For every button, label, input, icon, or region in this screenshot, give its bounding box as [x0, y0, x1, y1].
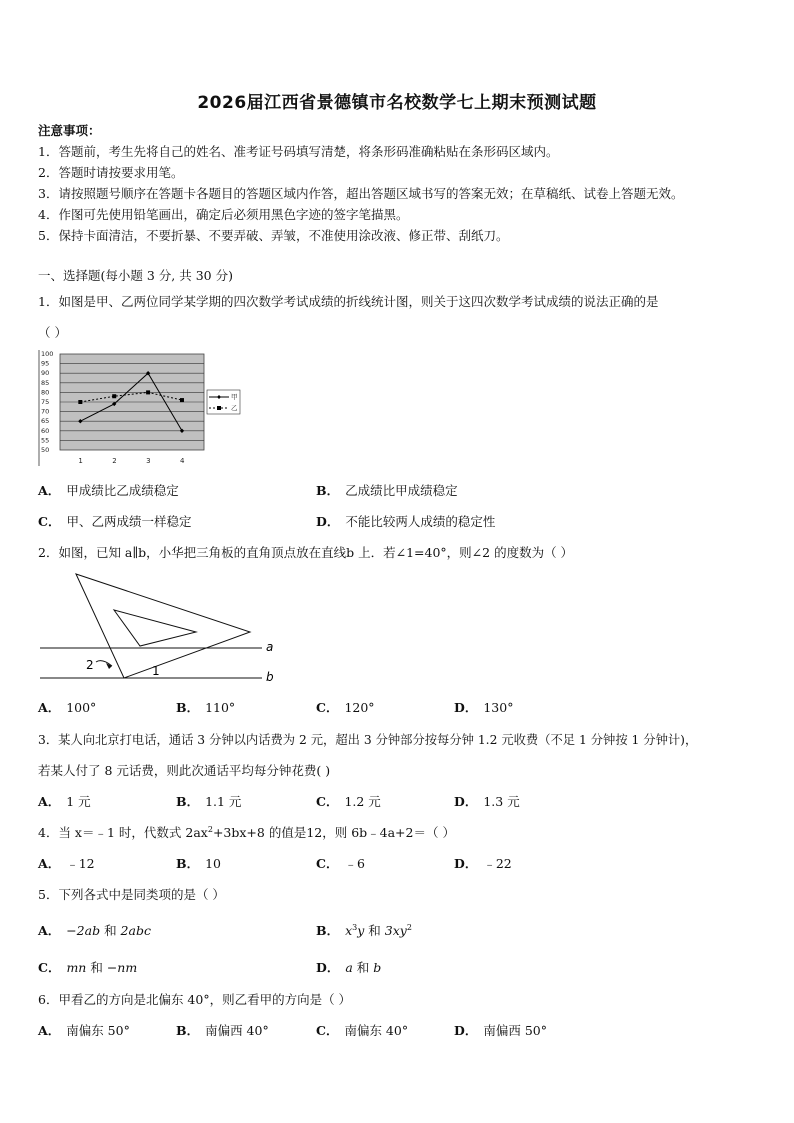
q2-option-b[interactable] [176, 698, 235, 716]
option-text: 100° [66, 700, 97, 715]
expr-2-exponent: 2 [406, 922, 412, 932]
q6-option-d[interactable] [454, 1021, 547, 1039]
q4-stem-part-2: +3bx+8 的值是12，则 6b﹣4a+2＝（ ） [212, 825, 455, 840]
q4-stem [38, 823, 455, 841]
q4-option-a[interactable] [38, 854, 95, 872]
legend-yi-marker [217, 406, 221, 410]
y-tick-label: 75 [41, 398, 50, 406]
q3-stem-line-1: 3．某人向北京打电话，通话 3 分钟以内话费为 2 元，超出 3 分钟部分按每分钟 1.2 元收费（不足 1 分钟按 1 分钟计)， [38, 733, 698, 747]
y-tick-label: 95 [41, 359, 50, 368]
option-label: D． [454, 794, 478, 809]
q6-option-a[interactable] [38, 1021, 130, 1039]
q4-stem-part-1: 4．当 x＝﹣1 时，代数式 2ax [38, 825, 208, 840]
option-label: B． [176, 794, 200, 809]
y-tick-label: 80 [41, 388, 50, 397]
expr-1-exponent: 3 [352, 922, 358, 932]
option-label: B． [176, 1023, 200, 1038]
expr-2-base: 3xy [384, 923, 407, 938]
y-tick-label: 65 [41, 417, 50, 426]
option-text: 甲成绩比乙成绩稳定 [66, 483, 179, 498]
option-label: B． [316, 483, 340, 498]
option-label: A． [38, 1023, 61, 1038]
q3-option-b[interactable] [176, 792, 241, 810]
q6-stem: 6．甲看乙的方向是北偏东 40°，则乙看甲的方向是（ ） [38, 992, 352, 1007]
option-text: ﹣6 [344, 856, 365, 871]
q2-stem: 2．如图，已知 a∥b，小华把三角板的直角顶点放在直线b 上．若∠1=40°，则∠2 的度数为（ ） [38, 545, 574, 560]
q5-stem: 5．下列各式中是同类项的是（ ） [38, 887, 225, 902]
option-label: A． [38, 700, 61, 715]
notice-item-2: 2．答题时请按要求用笔。 [38, 165, 184, 180]
notice-item-4: 4．作图可先使用铅笔画出，确定后必须用黑色字迹的签字笔描黑。 [38, 207, 409, 222]
option-label: D． [454, 700, 478, 715]
option-text: 1.2 元 [344, 794, 381, 809]
y-tick-label: 70 [41, 407, 50, 416]
notice-item-3: 3．请按照题号顺序在答题卡各题目的答题区域内作答，超出答题区域书写的答案无效；在草稿纸、试卷上答题无效。 [38, 186, 684, 201]
q5-option-a[interactable] [38, 921, 151, 939]
angle-1-label: 1 [152, 664, 160, 678]
q2-option-d[interactable] [454, 698, 513, 716]
expr-1: −2ab [66, 923, 101, 938]
expr-connector: 和 [352, 960, 374, 975]
option-label: B． [176, 700, 200, 715]
line-b-label: b [266, 670, 274, 684]
notice-heading: 注意事项： [38, 123, 101, 138]
y-tick-label: 60 [41, 426, 50, 435]
option-text: 1.3 元 [483, 794, 520, 809]
option-label: C． [316, 1023, 339, 1038]
x-tick-label: 3 [146, 457, 151, 465]
x-tick-label: 2 [112, 457, 117, 465]
y-tick-label: 50 [41, 446, 50, 454]
option-label: C． [316, 794, 339, 809]
y-tick-label: 90 [41, 369, 50, 378]
q2-option-a[interactable] [38, 698, 96, 716]
q6-option-b[interactable] [176, 1021, 269, 1039]
q5-option-c[interactable] [38, 958, 137, 976]
triangle-outer [76, 574, 250, 678]
q1-option-a[interactable] [38, 481, 179, 499]
option-label: B． [176, 856, 200, 871]
expr-connector: 和 [364, 923, 385, 938]
expr-connector: 和 [86, 960, 107, 975]
option-text: 南偏西 40° [205, 1023, 269, 1038]
angle-2-label: 2 [86, 658, 94, 672]
q3-stem-line-2: 若某人付了 8 元话费，则此次通话平均每分钟花费( ) [38, 763, 331, 778]
x-tick-label: 1 [78, 457, 83, 465]
q1-option-b[interactable] [316, 481, 458, 499]
q6-option-c[interactable] [316, 1021, 408, 1039]
option-text: 不能比较两人成绩的稳定性 [345, 514, 496, 529]
q1-line-chart [32, 346, 242, 472]
option-text: 120° [344, 700, 375, 715]
option-text: 南偏东 40° [344, 1023, 409, 1038]
option-label: A． [38, 794, 61, 809]
q4-exponent: 2 [207, 824, 213, 834]
expr-1-tail: y [357, 923, 365, 938]
triangle-inner [114, 610, 196, 646]
expr-1: a [345, 960, 353, 975]
q2-option-c[interactable] [316, 698, 375, 716]
page-title: 2026届江西省景德镇市名校数学七上期末预测试题 [197, 93, 597, 113]
q2-triangle-figure [36, 566, 286, 686]
option-label: D． [316, 514, 340, 529]
series-yi-point [112, 394, 116, 398]
y-tick-label: 85 [41, 378, 50, 387]
q5-option-d[interactable] [316, 958, 381, 976]
q1-option-c[interactable] [38, 512, 191, 530]
option-text: 1.1 元 [205, 794, 242, 809]
option-label: C． [316, 700, 339, 715]
q4-option-d[interactable] [454, 854, 512, 872]
option-label: B． [316, 923, 340, 938]
expr-1-base: x [345, 923, 353, 938]
q3-option-c[interactable] [316, 792, 381, 810]
option-label: A． [38, 483, 61, 498]
series-yi-point [146, 390, 150, 394]
y-tick-label: 55 [41, 436, 50, 445]
section-heading: 一、选择题(每小题 3 分, 共 30 分) [38, 268, 233, 283]
line-a-label: a [266, 640, 274, 654]
series-yi-point [180, 398, 184, 402]
option-label: A． [38, 856, 61, 871]
expr-2: b [373, 960, 382, 975]
option-text: ﹣22 [483, 856, 512, 871]
q4-option-b[interactable] [176, 854, 221, 872]
legend-jia-label: 甲 [231, 393, 238, 401]
expr-2: 2abc [120, 923, 151, 938]
series-yi-point [78, 400, 82, 404]
q1-paren: （ ） [38, 325, 67, 340]
option-text: 南偏西 50° [483, 1023, 547, 1038]
option-text: 甲、乙两成绩一样稳定 [66, 514, 192, 529]
option-label: C． [38, 960, 61, 975]
option-text: 乙成绩比甲成绩稳定 [345, 483, 458, 498]
q3-option-a[interactable] [38, 792, 91, 810]
notice-item-1: 1．答题前，考生先将自己的姓名、准考证号码填写清楚，将条形码准确粘贴在条形码区域内。 [38, 144, 559, 159]
option-text: 南偏东 50° [66, 1023, 130, 1038]
option-text: ﹣12 [66, 856, 95, 871]
option-text: 1 元 [66, 794, 91, 809]
option-text: 10 [205, 856, 221, 871]
legend-yi-label: 乙 [231, 404, 238, 412]
expr-1: mn [66, 960, 87, 975]
option-label: A． [38, 923, 61, 938]
option-label: C． [38, 514, 61, 529]
notice-item-5: 5．保持卡面清洁，不要折暴、不要弄破、弄皱，不准使用涂改液、修正带、刮纸刀。 [38, 228, 509, 243]
option-label: D． [454, 1023, 478, 1038]
option-text: 130° [483, 700, 514, 715]
q5-option-b[interactable] [316, 921, 412, 939]
y-tick-label: 100 [41, 350, 54, 358]
option-label: C． [316, 856, 339, 871]
q1-stem: 1．如图是甲、乙两位同学某学期的四次数学考试成绩的折线统计图，则关于这四次数学考试成绩的说法正确的是 [38, 294, 659, 309]
q4-option-c[interactable] [316, 854, 365, 872]
q1-option-d[interactable] [316, 512, 495, 530]
option-label: D． [454, 856, 478, 871]
option-label: D． [316, 960, 340, 975]
x-tick-label: 4 [179, 457, 185, 465]
expr-connector: 和 [100, 923, 121, 938]
option-text: 110° [205, 700, 236, 715]
expr-2: −nm [106, 960, 138, 975]
q3-option-d[interactable] [454, 792, 520, 810]
